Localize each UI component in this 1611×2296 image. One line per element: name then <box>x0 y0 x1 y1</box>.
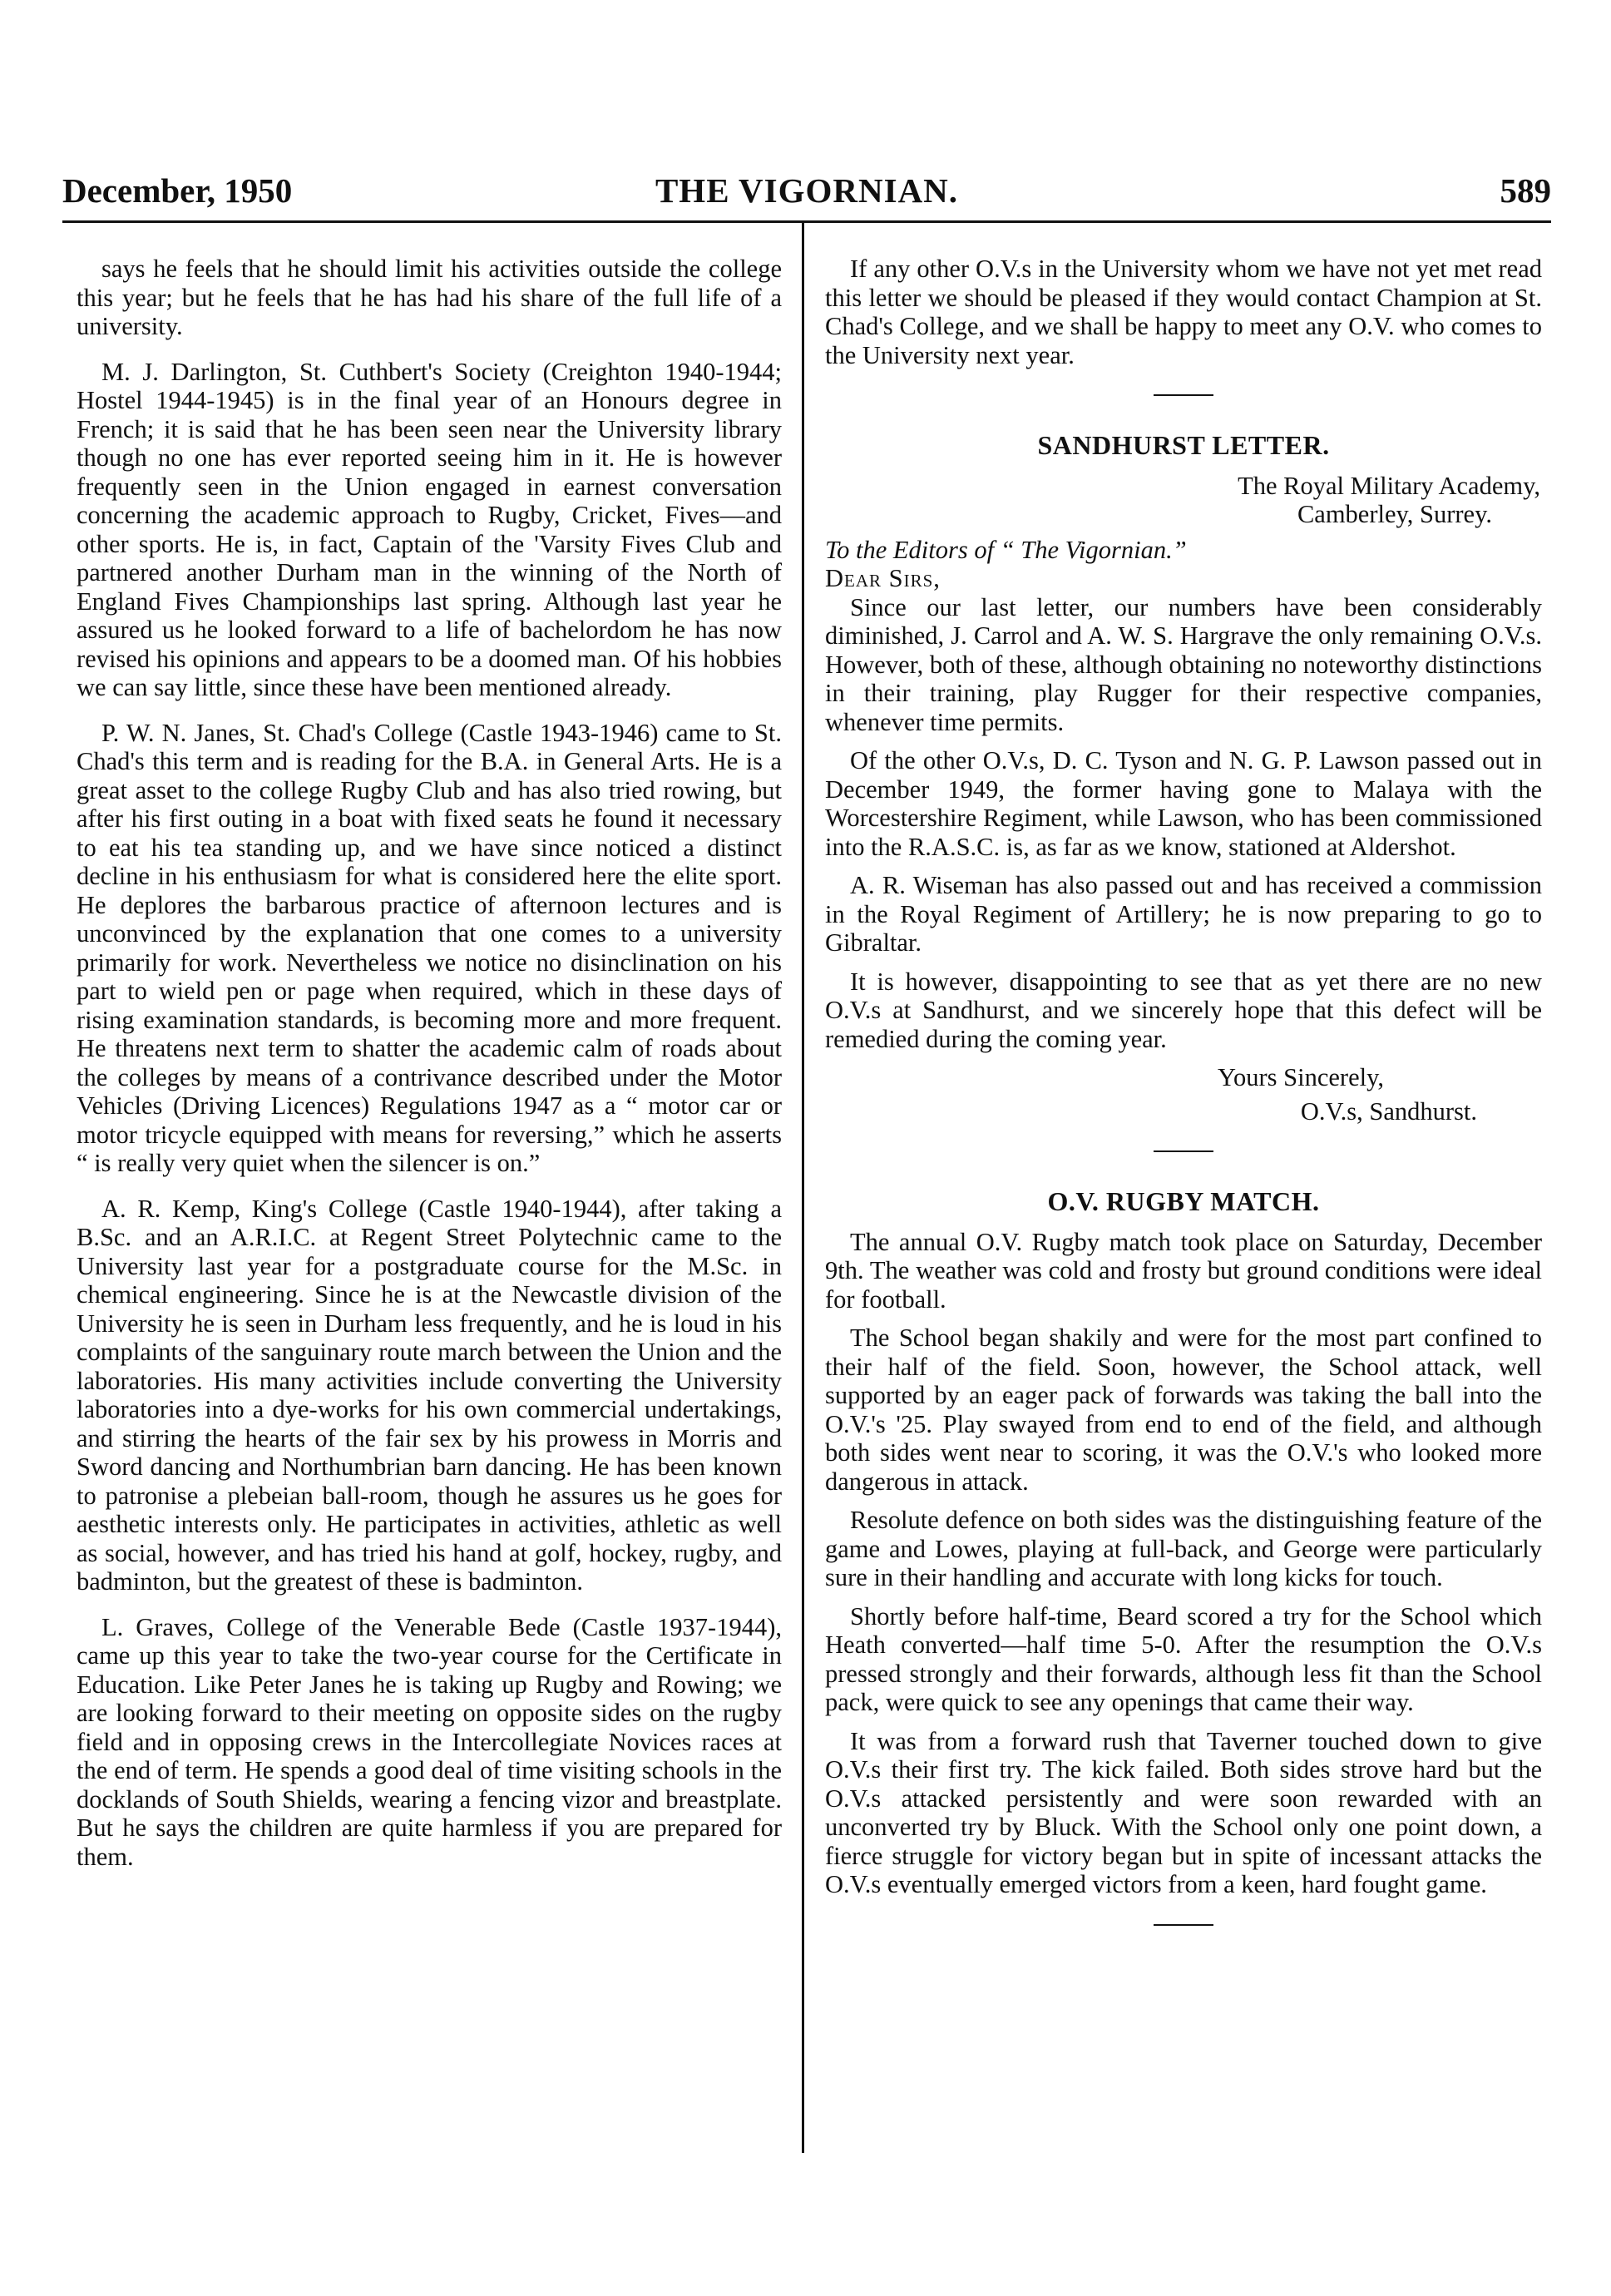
page-number: 589 <box>1500 171 1551 210</box>
left-paragraph-1: says he feels that he should limit his activities outside the college this year; but he feels that he has had his share of the full life of a university. <box>77 255 782 340</box>
section-separator <box>1154 1150 1213 1152</box>
rugby-paragraph-2: The School began shakily and were for the most part confined to their half of the field. Soon, however, the School attack, well supported by an eager pack of forwards was taking the ball into the O.V.'s '25. Play swayed from end to end of the field, and although both sides went near to scoring, it was the O.V.'s who looked more dangerous in attack. <box>825 1324 1542 1496</box>
sandhurst-paragraph-3: A. R. Wiseman has also passed out and has received a commission in the Royal Regiment of Artillery; he is now preparing to go to Gibraltar. <box>825 871 1542 957</box>
rugby-paragraph-1: The annual O.V. Rugby match took place on Saturday, December 9th. The weather was cold and frosty but ground conditions were ideal for football. <box>825 1227 1542 1314</box>
sandhurst-paragraph-4: It is however, disappointing to see that as yet there are no new O.V.s at Sandhurst, and we sincerely hope that this defect will be remedied during the coming year. <box>825 967 1542 1053</box>
rugby-paragraph-4: Shortly before half-time, Beard scored a try for the School which Heath converted—half time 5-0. After the resumption the O.V.s pressed strongly and their forwards, although less fit than the School pack, were quick to see any openings that came their way. <box>825 1601 1542 1716</box>
to-the-editors: To the Editors of “ The Vigornian.” <box>825 535 1187 564</box>
rugby-paragraph-5: It was from a forward rush that Taverner touched down to give O.V.s their first try. The kick failed. Both sides strove hard but the O.V.s attacked persistently and were soon rewarded with an unconverted try by Bluck. With the School only one point down, a fierce struggle for victory began but in spite of incessant attacks the O.V.s eventually emerged victors from a keen, hard fought game. <box>825 1726 1542 1898</box>
salutation: Dear Sirs, <box>825 564 941 592</box>
left-paragraph-kemp: A. R. Kemp, King's College (Castle 1940-1944), after taking a B.Sc. and an A.R.I.C. at Regent Street Polytechnic came to the University last year for a postgraduate course for the M.Sc. in chemical engineering. Since he is at the Newcastle division of the University he is seen in Durham less frequently, and he is loud in his complaints of the sanguinary route march between the Union and the laboratories. His many activities include converting the University laboratories into a dye-works for his own commercial undertakings, and stirring the hearts of the fair sex by his prowess in Morris and Sword dancing and Northumbrian barn dancing. He has been known to patronise a plebeian ball-room, though he assures us he goes for aesthetic interests only. He participates in activities, athletic as well as social, however, and has tried his hand at golf, hockey, rugby, and badminton, but the greatest of these is badminton. <box>77 1194 782 1596</box>
page-header <box>62 171 1551 223</box>
left-paragraph-darlington: M. J. Darlington, St. Cuthbert's Society (Creighton 1940-1944; Hostel 1944-1945) is in the final year of an Honours degree in French; it is said that he has been seen near the University library though no one has ever reported seeing him in it. He is however frequently seen in the Union engaged in earnest conversation concerning the academic approach to Rugby, Cricket, Fives—and other sports. He is, in fact, Captain of the 'Varsity Fives Club and partnered another Durham man in the winning of the North of England Fives Championships last spring. Although last year he assured us he looked forward to a life of bachelordom he has now revised his opinions and appears to be a doomed man. Of his hobbies we can say little, since these have been mentioned already. <box>77 357 782 701</box>
right-intro-paragraph: If any other O.V.s in the University whom we have not yet met read this letter we should be pleased if they would contact Champion at St. Chad's College, and we shall be happy to meet any O.V. who comes to the University next year. <box>825 255 1542 369</box>
sandhurst-paragraph-2: Of the other O.V.s, D. C. Tyson and N. G. P. Lawson passed out in December 1949, the former having gone to Malaya with the Worcestershire Regiment, while Lawson, who has been commissioned into the R.A.S.C. is, as far as we know, stationed at Aldershot. <box>825 746 1542 861</box>
address-line-2: Camberley, Surrey. <box>1297 500 1492 528</box>
section-separator <box>1154 1924 1213 1926</box>
rugby-match-title: O.V. RUGBY MATCH. <box>1047 1186 1320 1216</box>
sandhurst-paragraph-1: Since our last letter, our numbers have been considerably diminished, J. Carrol and A. W. S. Hargrave the only remaining O.V.s. However, both of these, although obtaining no noteworthy distinctions in their training, play Rugger for their respective companies, whenever time permits. <box>825 592 1542 736</box>
letter-closing: Yours Sincerely, <box>1218 1063 1384 1091</box>
rugby-match-section <box>825 1187 1542 1899</box>
sandhurst-letter-title: SANDHURST LETTER. <box>1037 430 1330 460</box>
right-column <box>825 255 1542 1961</box>
sandhurst-letter-section <box>825 431 1542 1126</box>
rugby-paragraph-3: Resolute defence on both sides was the distinguishing feature of the game and Lowes, playing at full-back, and George were particularly sure in their handling and accurate with long kicks for touch. <box>825 1506 1542 1591</box>
issue-date: December, 1950 <box>62 171 293 210</box>
left-column <box>77 255 782 1888</box>
address-line-1: The Royal Military Academy, <box>1238 471 1540 500</box>
letter-signature: O.V.s, Sandhurst. <box>1300 1096 1477 1126</box>
column-divider <box>802 223 804 2153</box>
section-separator <box>1154 394 1213 396</box>
publication-title: THE VIGORNIAN. <box>655 171 959 210</box>
left-paragraph-janes: P. W. N. Janes, St. Chad's College (Castle 1943-1946) came to St. Chad's this term and is reading for the B.A. in General Arts. He is a great asset to the college Rugby Club and has also tried rowing, but after his first outing in a boat with fixed seats he found it necessary to eat his tea standing up, and we have since noticed a distinct decline in his enthusiasm for what is considered here the elite sport. He deplores the barbarous practice of afternoon lectures and is unconvinced by the explanation that one comes to a university primarily for work. Nevertheless we notice no disinclination on his part to wield pen or page when required, which in these days of rising examination standards, is becoming more and more frequent. He threatens next term to shatter the academic calm of roads about the colleges by means of a contrivance described under the Motor Vehicles (Driving Licences) Regulations 1947 as a “ motor car or motor tricycle equipped with means for reversing,” which he asserts “ is really very quiet when the silencer is on.” <box>77 718 782 1177</box>
left-paragraph-graves: L. Graves, College of the Venerable Bede (Castle 1937-1944), came up this year to take the two-year course for the Certificate in Education. Like Peter Janes he is taking up Rugby and Rowing; we are looking forward to their meeting on opposite sides on the rugby field and in opposing crews in the Intercollegiate Novices races at the end of term. He spends a good deal of time visiting schools in the docklands of South Shields, wearing a fencing vizor and breastplate. But he says the children are quite harmless if you are prepared for them. <box>77 1612 782 1871</box>
